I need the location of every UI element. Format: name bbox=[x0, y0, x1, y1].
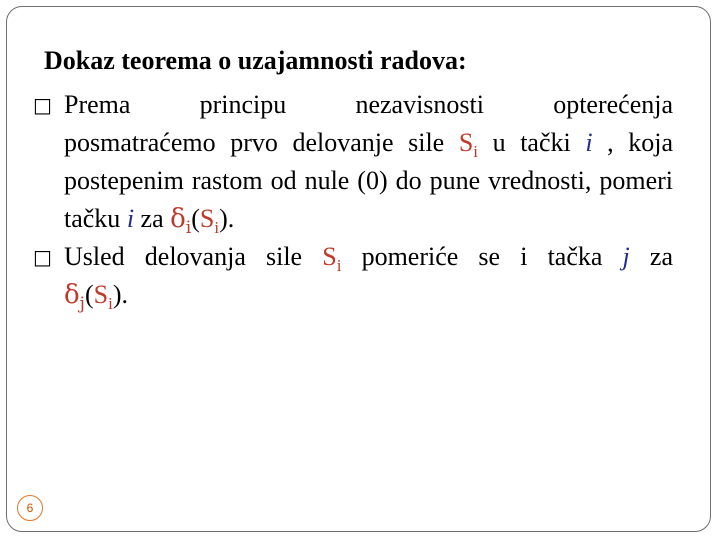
displacement-symbol: $\delta_j$ bbox=[64, 280, 85, 314]
paren: ). bbox=[219, 204, 235, 233]
checkbox-bullet-icon: □ bbox=[33, 93, 52, 117]
point-i-label: i bbox=[126, 204, 135, 233]
slide-body bbox=[33, 86, 673, 314]
bullet-1-text-a: posmatraćemo prvo delovanje sile bbox=[64, 128, 459, 157]
point-i-label: i bbox=[585, 128, 593, 157]
force-symbol: $S_i$ bbox=[199, 204, 220, 237]
displacement-symbol: $\delta_i$ bbox=[170, 204, 192, 238]
force-symbol: $S_i$ bbox=[458, 128, 479, 161]
bullet-1-first-line: Prema principu nezavisnosti opterećenja bbox=[64, 90, 673, 119]
checkbox-bullet-icon: □ bbox=[33, 245, 52, 269]
slide-title: Dokaz teorema o uzajamnosti radova: bbox=[44, 46, 467, 75]
bullet-1-text-b: u tački bbox=[478, 128, 586, 157]
bullet-item-2 bbox=[33, 238, 673, 314]
paren: ( bbox=[84, 280, 94, 309]
paren: ( bbox=[191, 204, 200, 233]
force-symbol: $S_i$ bbox=[93, 280, 113, 313]
bullet-item-1 bbox=[33, 86, 673, 238]
bullet-1-text-c: , koja postepenim rastom od nule (0) do pune vrednosti, pomeri tačku bbox=[64, 128, 674, 233]
bullet-1-text-d: za bbox=[134, 204, 171, 233]
page-number-badge: 6 bbox=[17, 495, 43, 521]
point-j-label: j bbox=[622, 242, 630, 271]
paren: ). bbox=[112, 280, 128, 309]
bullet-2-first-line: Usled delovanja sile $S_i$ pomeriće se i tačka j za bbox=[64, 242, 673, 275]
